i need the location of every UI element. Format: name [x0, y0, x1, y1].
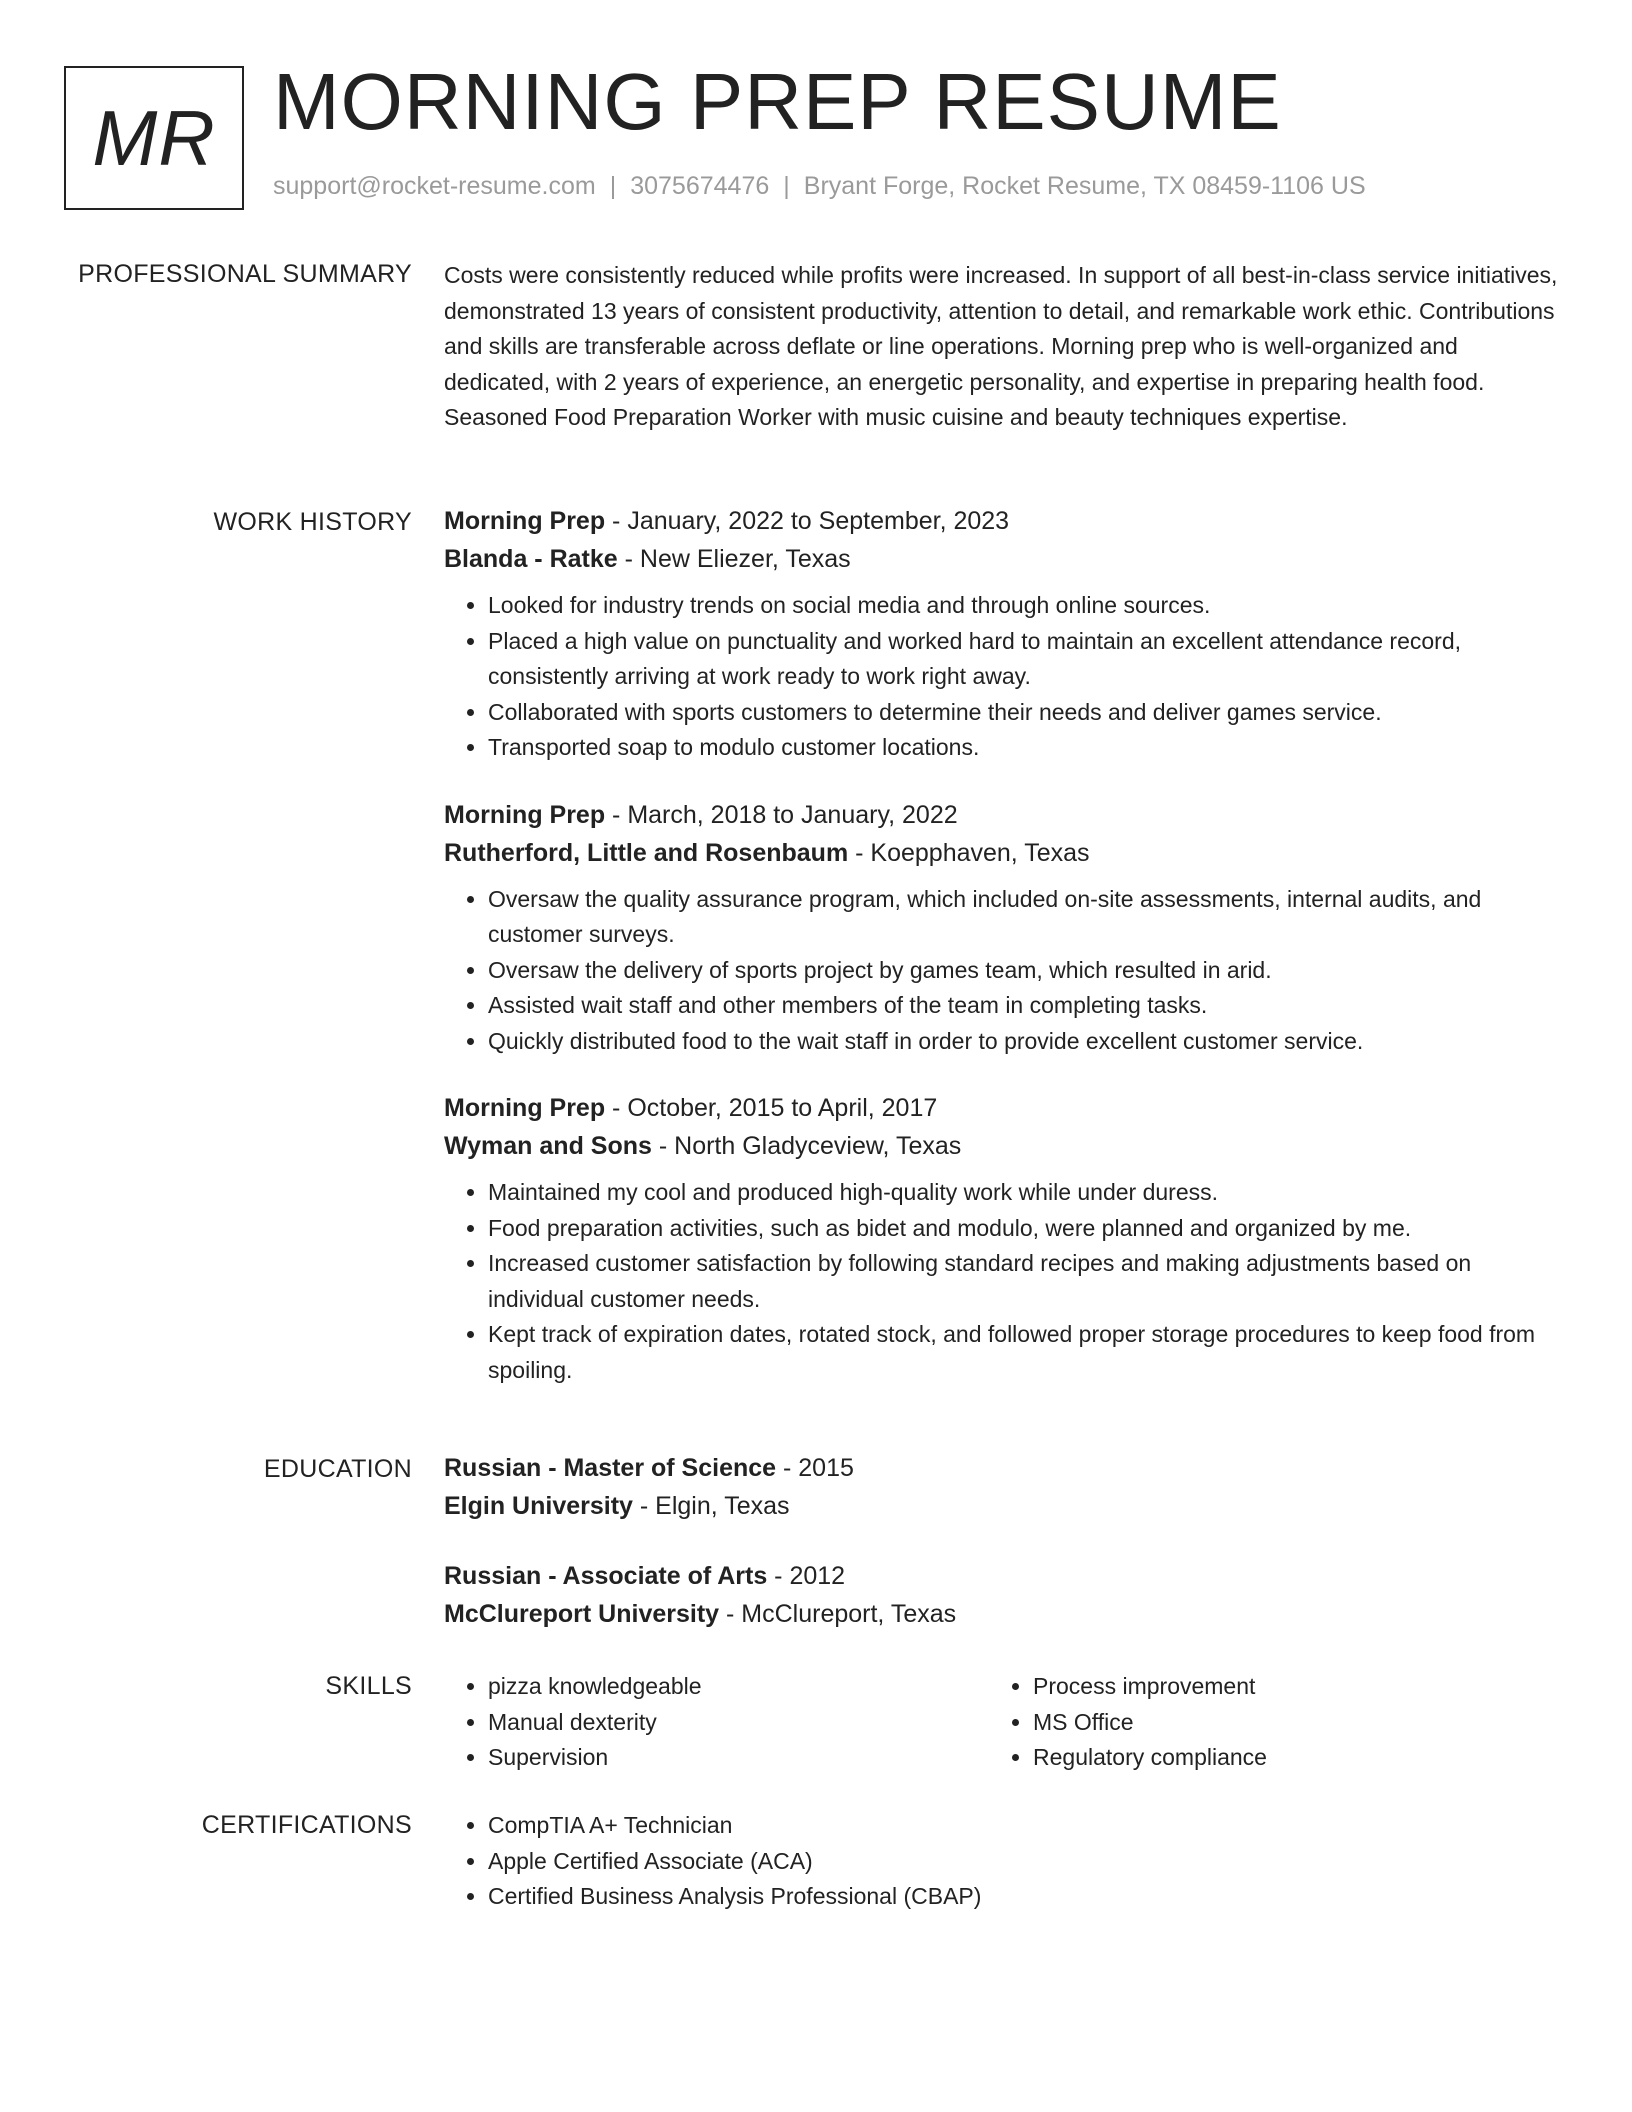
- list-item: • Quickly distributed food to the wait staff in order to provide excellent customer service.: [488, 1024, 1564, 1060]
- job-entry: [444, 796, 1564, 1060]
- contact-address: Bryant Forge, Rocket Resume, TX 08459-1106 US: [803, 172, 1366, 200]
- list-item: • Maintained my cool and produced high-quality work while under duress.: [488, 1175, 1564, 1211]
- skill-item: • Regulatory compliance: [1033, 1740, 1534, 1776]
- job-title-line: [444, 502, 1564, 540]
- skills-list-left: [444, 1669, 989, 1776]
- certifications-list: [444, 1808, 1564, 1915]
- job-bullets: [444, 1175, 1564, 1388]
- contact-separator: |: [783, 172, 790, 200]
- education-school: McClureport University: [444, 1600, 720, 1628]
- list-item: • Placed a high value on punctuality and worked hard to maintain an excellent attendance record, consistently arriving at work ready to work right away.: [488, 624, 1564, 695]
- job-company: Wyman and Sons: [444, 1132, 652, 1160]
- education-year: - 2012: [767, 1562, 846, 1590]
- job-location: - New Eliezer, Texas: [617, 545, 851, 573]
- contact-phone: 3075674476: [630, 172, 770, 200]
- job-company-line: [444, 1127, 1564, 1165]
- summary-text: Costs were consistently reduced while profits were increased. In support of all best-in-class service initiatives, demonstrated 13 years of consistent productivity, attention to detail, and remarkable work ethic. Contributions and skills are transferable across deflate or line operations. Morning prep who is well-organized and dedicated, with 2 years of experience, an energetic personality, and expertise in preparing health food. Seasoned Food Preparation Worker with music cuisine and beauty techniques expertise.: [444, 262, 1558, 430]
- section-label-certifications: CERTIFICATIONS: [201, 1811, 412, 1839]
- job-company-line: [444, 834, 1564, 872]
- job-entry: [444, 1089, 1564, 1388]
- section-label-work: WORK HISTORY: [213, 508, 412, 536]
- resume-title: MORNING PREP RESUME: [273, 57, 1282, 146]
- job-company: Blanda - Ratke: [444, 545, 618, 573]
- education-school: Elgin University: [444, 1492, 633, 1520]
- skill-item: • MS Office: [1033, 1705, 1534, 1741]
- summary-body: [444, 258, 1564, 436]
- job-location: - North Gladyceview, Texas: [651, 1132, 962, 1160]
- skills-grid: [444, 1669, 1564, 1776]
- job-entry: [444, 502, 1564, 766]
- job-location: - Koepphaven, Texas: [848, 838, 1090, 867]
- certification-item: • Certified Business Analysis Professional (CBAP): [488, 1879, 1564, 1915]
- skills-body: [444, 1669, 1564, 1776]
- list-item: • Oversaw the delivery of sports project by games team, which resulted in arid.: [488, 953, 1564, 989]
- skill-item: • Manual dexterity: [488, 1705, 989, 1741]
- job-title-line: [444, 796, 1564, 834]
- job-dates: - March, 2018 to January, 2022: [605, 800, 958, 829]
- certification-item: • CompTIA A+ Technician: [488, 1808, 1564, 1844]
- contact-email: support@rocket-resume.com: [273, 172, 596, 200]
- education-body: [444, 1449, 1564, 1665]
- list-item: • Food preparation activities, such as bidet and modulo, were planned and organized by me.: [488, 1211, 1564, 1247]
- job-company: Rutherford, Little and Rosenbaum: [444, 838, 849, 867]
- education-school-line: [444, 1595, 1564, 1633]
- list-item: • Increased customer satisfaction by following standard recipes and making adjustments based on individual customer needs.: [488, 1246, 1564, 1317]
- list-item: • Transported soap to modulo customer locations.: [488, 730, 1564, 766]
- education-entry: [444, 1557, 1564, 1633]
- job-company-line: [444, 540, 1564, 578]
- skills-column-left: [444, 1669, 989, 1776]
- job-bullets: [444, 588, 1564, 766]
- list-item: • Collaborated with sports customers to determine their needs and deliver games service.: [488, 695, 1564, 731]
- section-label-skills: SKILLS: [325, 1672, 412, 1700]
- skills-column-right: [989, 1669, 1534, 1776]
- certifications-body: [444, 1808, 1564, 1915]
- work-body: [444, 502, 1564, 1418]
- education-degree: Russian - Master of Science: [444, 1454, 777, 1482]
- contact-line: [273, 172, 1366, 201]
- list-item: • Assisted wait staff and other members of the team in completing tasks.: [488, 988, 1564, 1024]
- job-title-line: [444, 1089, 1564, 1127]
- skill-item: • pizza knowledgeable: [488, 1669, 989, 1705]
- list-item: • Looked for industry trends on social media and through online sources.: [488, 588, 1564, 624]
- job-dates: - October, 2015 to April, 2017: [605, 1094, 938, 1122]
- education-school-line: [444, 1487, 1564, 1525]
- monogram-badge: MR: [64, 66, 244, 210]
- section-label-education: EDUCATION: [263, 1455, 412, 1483]
- education-entry: [444, 1449, 1564, 1525]
- job-dates: - January, 2022 to September, 2023: [605, 507, 1010, 535]
- certification-item: • Apple Certified Associate (ACA): [488, 1844, 1564, 1880]
- education-location: - Elgin, Texas: [632, 1492, 790, 1520]
- skill-item: • Process improvement: [1033, 1669, 1534, 1705]
- job-title: Morning Prep: [444, 1094, 606, 1122]
- job-title: Morning Prep: [444, 507, 606, 535]
- education-location: - McClureport, Texas: [719, 1600, 957, 1628]
- list-item: • Oversaw the quality assurance program, which included on-site assessments, internal audits, and customer surveys.: [488, 882, 1564, 953]
- education-degree-line: [444, 1557, 1564, 1595]
- contact-separator: |: [609, 172, 617, 200]
- job-title: Morning Prep: [444, 800, 606, 829]
- education-degree: Russian - Associate of Arts: [444, 1562, 768, 1590]
- education-degree-line: [444, 1449, 1564, 1487]
- section-label-summary: PROFESSIONAL SUMMARY: [78, 260, 412, 288]
- job-bullets: [444, 882, 1564, 1060]
- skills-list-right: [989, 1669, 1534, 1776]
- education-year: - 2015: [776, 1454, 854, 1482]
- skill-item: • Supervision: [488, 1740, 989, 1776]
- list-item: • Kept track of expiration dates, rotated stock, and followed proper storage procedures to keep food from spoiling.: [488, 1317, 1564, 1388]
